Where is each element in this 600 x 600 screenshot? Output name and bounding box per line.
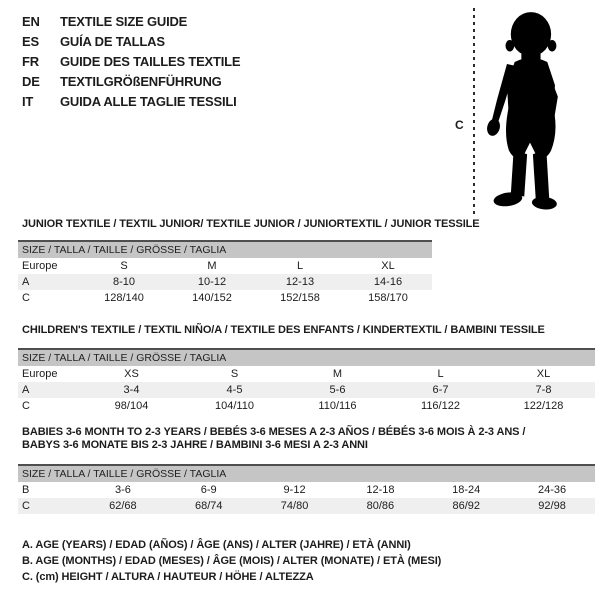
table-cell: 3-4 bbox=[80, 382, 183, 398]
language-row-fr bbox=[22, 52, 240, 72]
junior-table-title: JUNIOR TEXTILE / TEXTIL JUNIOR/ TEXTILE JUNIOR / JUNIORTEXTIL / JUNIOR TESSILE bbox=[22, 218, 480, 230]
language-label: TEXTILE SIZE GUIDE bbox=[60, 14, 188, 29]
table-cell: 80/86 bbox=[337, 498, 423, 514]
table-cell: 140/152 bbox=[192, 292, 232, 304]
table-cell: 86/92 bbox=[423, 498, 509, 514]
table-cell: S bbox=[230, 368, 239, 380]
table-row bbox=[18, 482, 595, 498]
row-label: A bbox=[18, 382, 80, 398]
table-cell: 104/110 bbox=[215, 400, 254, 412]
table-cell: 14-16 bbox=[344, 274, 432, 290]
babies-table-title: BABIES 3-6 MONTH TO 2-3 YEARS / BEBÉS 3-6 MESES A 2-3 AÑOS / BÉBÉS 3-6 MOIS À 2-3 ANS / BABYS 3-6 MONATE BIS 2-3 JAHRE / BAMBINI 3-6 MESI A 2-3 ANNI bbox=[22, 426, 526, 451]
language-label: GUIDE DES TAILLES TEXTILE bbox=[60, 54, 241, 69]
row-label: C bbox=[22, 292, 30, 304]
table-row bbox=[18, 498, 595, 514]
row-label: A bbox=[18, 274, 80, 290]
language-row-en bbox=[22, 12, 240, 32]
table-cell: 24-36 bbox=[538, 484, 567, 496]
table-cell: L bbox=[296, 260, 304, 272]
table-cell: 110/116 bbox=[318, 400, 357, 412]
table-cell: 12-13 bbox=[256, 274, 344, 290]
table-cell: 92/98 bbox=[509, 498, 595, 514]
table-row bbox=[18, 258, 432, 274]
language-label: GUIDA ALLE TAGLIE TESSILI bbox=[60, 94, 237, 109]
table-cell: 158/170 bbox=[368, 292, 408, 304]
junior-size-table bbox=[18, 240, 432, 306]
row-label: C bbox=[22, 400, 30, 412]
legend-line-b: B. AGE (MONTHS) / EDAD (MESES) / ÂGE (MOIS) / ALTER (MONATE) / ETÀ (MESI) bbox=[22, 555, 442, 567]
language-label: GUÍA DE TALLAS bbox=[60, 34, 165, 49]
table-cell: M bbox=[207, 260, 217, 272]
table-cell: 6-7 bbox=[389, 382, 492, 398]
height-measure-figure bbox=[452, 8, 582, 216]
table-cell: 152/158 bbox=[280, 292, 320, 304]
table-cell: 68/74 bbox=[166, 498, 252, 514]
toddler-silhouette-icon bbox=[482, 8, 578, 214]
table-cell: 7-8 bbox=[492, 382, 595, 398]
table-row bbox=[18, 366, 595, 382]
children-table-title: CHILDREN'S TEXTILE / TEXTIL NIÑO/A / TEXTILE DES ENFANTS / KINDERTEXTIL / BAMBINI TESSILE bbox=[22, 324, 545, 336]
language-code: FR bbox=[22, 54, 39, 69]
language-code: DE bbox=[22, 74, 40, 89]
table-cell: M bbox=[332, 368, 343, 380]
table-row bbox=[18, 398, 595, 414]
language-row-it bbox=[22, 92, 240, 112]
table-cell: S bbox=[120, 260, 128, 272]
table-cell: 3-6 bbox=[114, 484, 131, 496]
language-code: EN bbox=[22, 14, 40, 29]
language-label: TEXTILGRÖßENFÜHRUNG bbox=[60, 74, 222, 89]
language-row-es bbox=[22, 32, 240, 52]
table-cell: 116/122 bbox=[421, 400, 460, 412]
table-cell: XL bbox=[381, 260, 395, 272]
table-cell: XL bbox=[536, 368, 551, 380]
children-size-table bbox=[18, 348, 595, 414]
babies-size-table bbox=[18, 464, 595, 514]
table-cell: 4-5 bbox=[183, 382, 286, 398]
legend-line-a: A. AGE (YEARS) / EDAD (AÑOS) / ÂGE (ANS) / ALTER (JAHRE) / ETÀ (ANNI) bbox=[22, 539, 411, 551]
row-label: B bbox=[22, 484, 30, 496]
language-row-de bbox=[22, 72, 240, 92]
legend-line-c: C. (cm) HEIGHT / ALTURA / HAUTEUR / HÖHE / ALTEZZA bbox=[22, 571, 314, 583]
measure-legend bbox=[22, 537, 441, 585]
table-cell: 12-18 bbox=[366, 484, 395, 496]
table-row bbox=[18, 382, 595, 398]
table-row bbox=[18, 290, 432, 306]
table-cell: 18-24 bbox=[452, 484, 481, 496]
language-code: ES bbox=[22, 34, 39, 49]
language-code: IT bbox=[22, 94, 34, 109]
table-cell: L bbox=[437, 368, 444, 380]
table-cell: 74/80 bbox=[252, 498, 338, 514]
table-cell: 10-12 bbox=[168, 274, 256, 290]
table-cell: 9-12 bbox=[283, 484, 306, 496]
measure-label-c: C bbox=[455, 118, 464, 132]
table-cell: 128/140 bbox=[104, 292, 144, 304]
table-cell: 122/128 bbox=[523, 400, 564, 412]
table-cell: XS bbox=[124, 368, 139, 380]
size-header-bar: SIZE / TALLA / TAILLE / GRÖSSE / TAGLIA bbox=[18, 465, 595, 482]
table-cell: 8-10 bbox=[80, 274, 168, 290]
table-row bbox=[18, 274, 432, 290]
table-cell: 62/68 bbox=[80, 498, 166, 514]
height-dotted-line bbox=[473, 8, 475, 214]
size-header-bar: SIZE / TALLA / TAILLE / GRÖSSE / TAGLIA bbox=[18, 241, 432, 258]
size-header-bar: SIZE / TALLA / TAILLE / GRÖSSE / TAGLIA bbox=[18, 349, 595, 366]
table-cell: 98/104 bbox=[114, 400, 149, 412]
row-label: Europe bbox=[22, 260, 58, 272]
language-list bbox=[22, 12, 240, 112]
row-label: Europe bbox=[22, 368, 58, 380]
table-cell: 5-6 bbox=[286, 382, 389, 398]
row-label: C bbox=[18, 498, 80, 514]
table-cell: 6-9 bbox=[200, 484, 217, 496]
